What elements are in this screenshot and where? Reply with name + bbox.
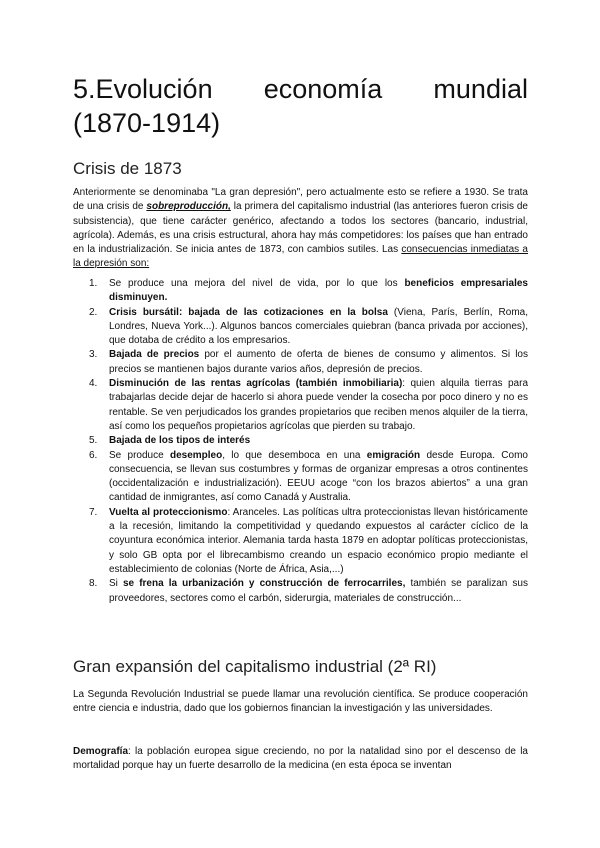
revolution-paragraph: La Segunda Revolución Industrial se puede llamar una revolución científica. Se produce cooperación entre ciencia e industria, dado que los gobiernos financian la investigación y las universidades.: [73, 689, 528, 715]
title-word-1: 5.Evolución: [73, 74, 213, 104]
list-item: 7. Vuelta al proteccionismo: Aranceles. Las políticas ultra proteccionistas llevan históricamente a la recesión, limitando la competitividad y quedando expuestos al carácter cíclico de la coyuntura económica interior. Alemania tarda hasta 1879 en adoptar políticas proteccionistas, y solo GB opta por el librecambismo creando un espacio económico propio mediante el establecimiento de colonias (Norte de África, Asia,...): [89, 506, 528, 575]
list-item: 3. Bajada de precios por el aumento de oferta de bienes de consumo y alimentos. Si los precios se mantienen bajos durante varios años, depresión de precios.: [89, 349, 528, 375]
page-title: [73, 72, 528, 140]
demography-paragraph: Demografía: la población europea sigue creciendo, no por la natalidad sino por el descenso de la mortalidad porque hay un fuerte desarrollo de la medicina (en esta época se inventan: [73, 746, 528, 772]
list-item: 4. Disminución de las rentas agrícolas (también inmobiliaria): quien alquila tierras para trabajarlas decide dejar de hacerlo si ahora puede vender la cosecha por poco dinero y no es rentable. Se ven perjudicados los grandes propietarios que reciben menos alquiler de la tierra, así como los pequeños propietarios agrícolas que pierden su trabajo.: [89, 378, 528, 432]
list-item: 8. Si se frena la urbanización y construcción de ferrocarriles, también se paralizan sus proveedores, sectores como el carbón, siderurgia, materiales de construcción...: [89, 578, 528, 604]
consequences-underlined: consecuencias inmediatas a la depresión son:: [73, 244, 528, 270]
list-item: 1. Se produce una mejora del nivel de vida, por lo que los beneficios empresariales disminuyen.: [89, 278, 528, 304]
demography-label: Demografía: [73, 746, 129, 757]
intro-paragraph: Anteriormente se denominaba "La gran depresión", pero actualmente esto se refiere a 1930. Se trata de una crisis de sobreproducción, la primera del capitalismo industrial (las anteriores fueron crisis de subsistencia), que tiene carácter genérico, afectando a todos los sectores (bancario, industrial, agrícola). Además, es una crisis estructural, ahora hay más competidores: los países que han entrado en la industrialización. Se inicia antes de 1873, con cambios sutiles. Las consecuencias inmediatas a la depresión son:: [73, 187, 528, 270]
term-sobreproduccion: sobreproducción,: [146, 201, 231, 213]
title-years: (1870-1914): [73, 108, 221, 138]
list-item: 6. Se produce desempleo, lo que desemboca en una emigración desde Europa. Como consecuencia, se llevan sus costumbres y formas de organizar empresas a otros continentes (occidentalización e industrialización). EEUU acoge “con los brazos abiertos” a una gran cantidad de inmigrantes, así como Canadá y Australia.: [89, 449, 528, 504]
section-heading-expansion: Gran expansión del capitalismo industrial (2ª RI): [73, 657, 437, 676]
list-item: 5. Bajada de los tipos de interés: [89, 435, 251, 447]
title-word-2: economía: [263, 74, 383, 104]
list-item: 2. Crisis bursátil: bajada de las cotizaciones en la bolsa (Viena, París, Berlín, Roma, Londres, Nueva York...). Algunos bancos comerciales quiebran (banca privada por acciones), que dotaba de crédito a los empresarios.: [89, 306, 528, 347]
consequences-list: [73, 277, 528, 606]
title-word-3: mundial: [433, 74, 528, 104]
section-heading-crisis: Crisis de 1873: [73, 159, 182, 178]
